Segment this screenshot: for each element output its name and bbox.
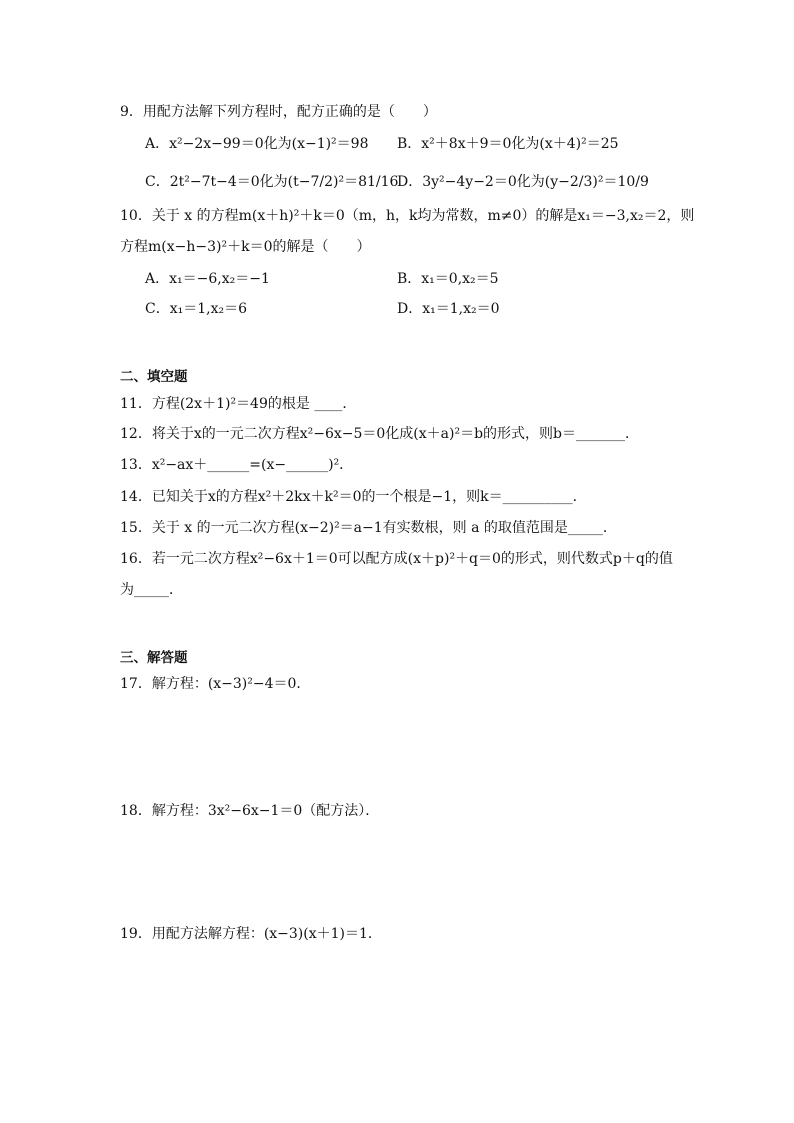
q10-option-b: B．x₁＝0,x₂＝5: [397, 271, 499, 287]
q9-stem: 9．用配方法解下列方程时，配方正确的是（ ）: [120, 104, 437, 120]
q14: 14．已知关于x的方程x²＋2kx＋k²＝0的一个根是−1，则k＝__________．: [120, 489, 587, 505]
q10-stem-line1: 10．关于 x 的方程m(x＋h)²＋k＝0（m，h，k均为常数，m≠0）的解是x₁＝−3,x₂＝2，则: [120, 208, 695, 224]
q10-option-d: D．x₁＝1,x₂＝0: [397, 301, 500, 317]
q15: 15．关于 x 的一元二次方程(x−2)²＝a−1有实数根，则 a 的取值范围是_____．: [120, 520, 617, 536]
q16-line1: 16．若一元二次方程x²−6x＋1＝0可以配方成(x＋p)²＋q＝0的形式，则代数式p＋q的值: [120, 551, 673, 567]
q16-line2: 为_____．: [120, 582, 183, 598]
q9-option-a: A．x²−2x−99＝0化为(x−1)²＝98: [145, 136, 369, 152]
q13: 13．x²−ax＋______=(x−______)²．: [120, 457, 354, 473]
q10-option-c: C．x₁＝1,x₂＝6: [145, 301, 247, 317]
q17: 17．解方程：(x−3)²−4＝0．: [120, 676, 311, 692]
section2-heading: 二、填空题: [120, 369, 188, 385]
q10-stem-line2: 方程m(x−h−3)²＋k＝0的解是（ ）: [120, 239, 371, 255]
q11: 11．方程(2x＋1)²＝49的根是 ____．: [120, 396, 357, 412]
q10-option-a: A．x₁＝−6,x₂＝−1: [145, 271, 270, 287]
q9-option-c: C．2t²−7t−4＝0化为(t−7/2)²＝81/16: [145, 174, 399, 190]
q9-option-d: D．3y²−4y−2＝0化为(y−2/3)²＝10/9: [397, 174, 649, 190]
section3-heading: 三、解答题: [120, 650, 188, 666]
q12: 12．将关于x的一元二次方程x²−6x−5＝0化成(x＋a)²＝b的形式，则b＝_______．: [120, 426, 639, 442]
q18: 18．解方程：3x²−6x−1＝0（配方法）．: [120, 803, 380, 819]
q19: 19．用配方法解方程：(x−3)(x＋1)＝1．: [120, 926, 382, 942]
q9-option-b: B．x²＋8x＋9＝0化为(x＋4)²＝25: [397, 136, 619, 152]
